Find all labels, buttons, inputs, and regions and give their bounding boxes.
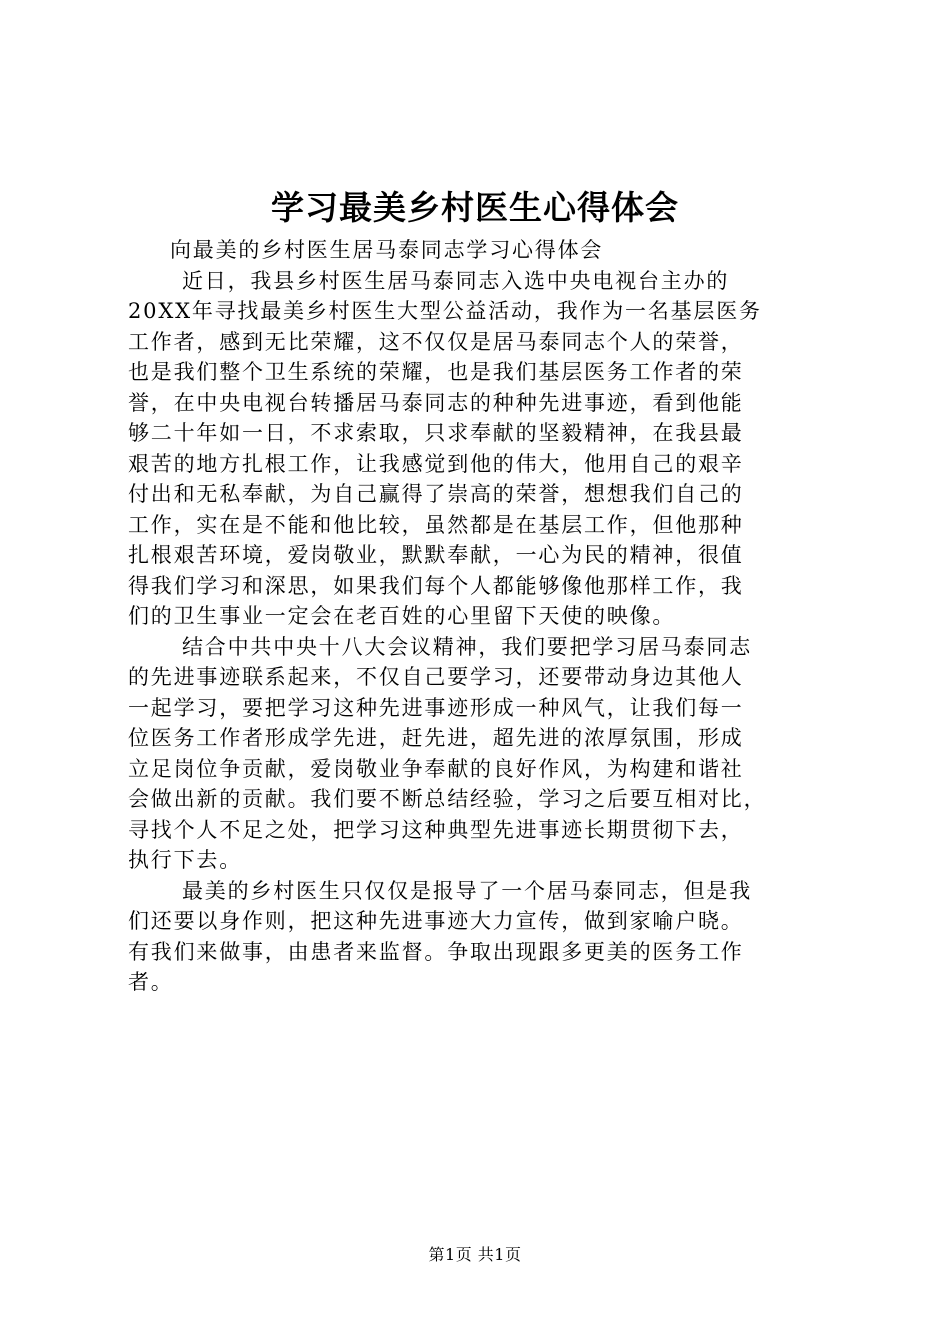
document-subtitle: 向最美的乡村医生居马泰同志学习心得体会 — [170, 238, 604, 262]
paragraph-1: 近日，我县乡村医生居马泰同志入选中央电视台主办的 20XX年寻找最美乡村医生大型公益活动，我作为一名基层医务 工作者，感到无比荣耀，这不仅仅是居马泰同志个人的荣誉， 也是我们整个卫生系统的荣耀，也是我们基层医务工作者的荣 誉，在中央电视台转播居马泰同志的种种先进事迹，看到他能 够二十年如一日，不求索取，只求奉献的坚毅精神，在我县最 艰苦的地方扎根工作，让我感觉到他的伟大，他用自己的艰辛 付出和无私奉献，为自己赢得了崇高的荣誉，想想我们自己的 工作，实在是不能和他比较，虽然都是在基层工作，但他那种 扎根艰苦环境，爱岗敬业，默默奉献，一心为民的精神，很值 得我们学习和深思，如果我们每个人都能够像他那样工作，我 们的卫生事业一定会在老百姓的心里留下天使的映像。 — [128, 268, 762, 628]
page-title: 学习最美乡村医生心得体会 — [271, 188, 679, 227]
paragraph-3: 最美的乡村医生只仅仅是报导了一个居马泰同志，但是我 们还要以身作则，把这种先进事迹大力宣传，做到家喻户晓。 有我们来做事，由患者来监督。争取出现跟多更美的医务工作 者。 — [128, 878, 752, 994]
document-body — [128, 235, 828, 998]
page-number-footer: 第1页 共1页 — [428, 1245, 522, 1264]
paragraph-2: 结合中共中央十八大会议精神，我们要把学习居马泰同志 的先进事迹联系起来，不仅自己要学习，还要带动身边其他人 一起学习，要把学习这种先进事迹形成一种风气，让我们每一 位医务工作者形成学先进，赶先进，超先进的浓厚氛围，形成 立足岗位争贡献，爱岗敬业争奉献的良好作风，为构建和谐社 会做出新的贡献。我们要不断总结经验，学习之后要互相对比， 寻找个人不足之处，把学习这种典型先进事迹长期贯彻下去， 执行下去。 — [128, 634, 767, 872]
